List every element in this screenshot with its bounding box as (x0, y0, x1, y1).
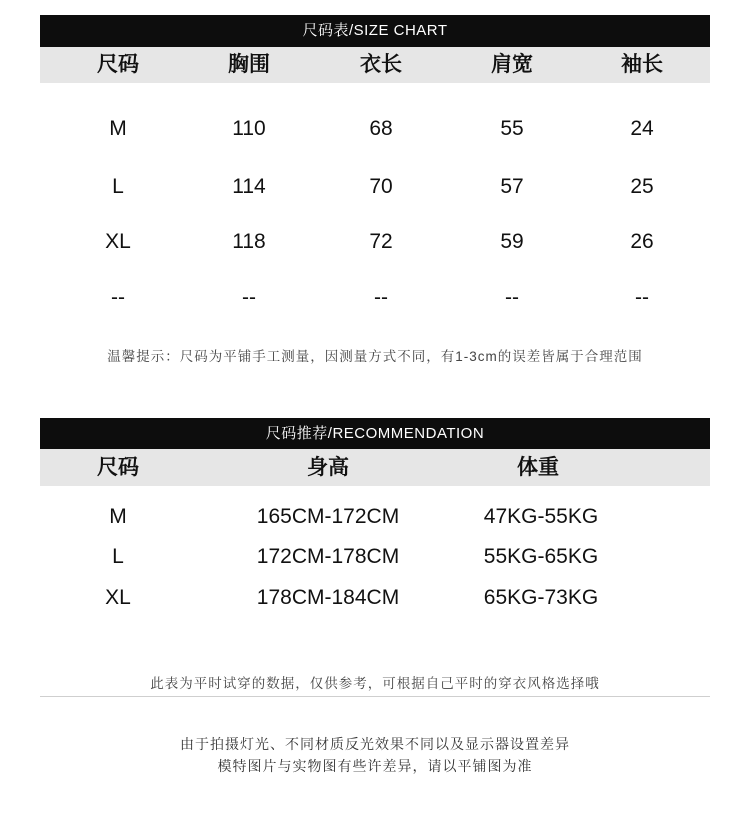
header-height: 身高 (307, 456, 349, 479)
header-length: 衣长 (360, 53, 402, 76)
cell: M (109, 505, 127, 528)
table-row (40, 114, 710, 144)
cell: 55KG-65KG (483, 545, 599, 568)
cell: 25 (630, 175, 654, 198)
cell: 55 (500, 117, 524, 140)
header-weight: 体重 (517, 456, 559, 479)
cell: XL (105, 230, 131, 253)
cell: -- (374, 286, 388, 309)
cell: -- (111, 286, 125, 309)
cell: 70 (369, 175, 393, 198)
cell: L (112, 545, 124, 568)
header-sleeve: 袖长 (621, 53, 663, 76)
cell: 110 (232, 117, 266, 140)
header-size: 尺码 (97, 53, 139, 76)
cell: 26 (630, 230, 654, 253)
cell: 114 (232, 175, 266, 198)
cell: 24 (630, 117, 654, 140)
recommendation-title: 尺码推荐/RECOMMENDATION (265, 425, 485, 442)
cell: 118 (232, 230, 266, 253)
cell: 57 (500, 175, 524, 198)
cell: 165CM-172CM (256, 505, 400, 528)
cell: 65KG-73KG (483, 586, 599, 609)
recommendation-title-bar (40, 418, 710, 449)
recommendation-header (40, 449, 710, 486)
size-chart-title-bar (40, 15, 710, 47)
cell: -- (242, 286, 256, 309)
cell: M (109, 117, 127, 140)
cell: 59 (500, 230, 524, 253)
table-row (40, 172, 710, 202)
table-row (40, 542, 710, 572)
table-row (40, 227, 710, 257)
size-chart-header (40, 47, 710, 83)
size-chart-note: 温馨提示：尺码为平铺手工测量，因测量方式不同，有1-3cm的误差皆属于合理范围 (107, 349, 643, 364)
cell: -- (505, 286, 519, 309)
footer-line-2: 模特图片与实物图有些许差异，请以平铺图为准 (217, 758, 533, 774)
header-size: 尺码 (97, 456, 139, 479)
cell: 47KG-55KG (483, 505, 599, 528)
table-row (40, 502, 710, 532)
cell: L (112, 175, 124, 198)
cell: XL (105, 586, 131, 609)
header-shoulder: 肩宽 (491, 53, 533, 76)
cell: 178CM-184CM (256, 586, 400, 609)
cell: 72 (369, 230, 393, 253)
header-chest: 胸围 (228, 53, 270, 76)
table-row (40, 283, 710, 313)
table-row (40, 583, 710, 613)
footer-line-1: 由于拍摄灯光、不同材质反光效果不同以及显示器设置差异 (180, 736, 570, 752)
cell: -- (635, 286, 649, 309)
recommendation-note: 此表为平时试穿的数据，仅供参考，可根据自己平时的穿衣风格选择哦 (150, 676, 600, 691)
size-chart-title: 尺码表/SIZE CHART (302, 22, 448, 39)
divider (40, 696, 710, 697)
cell: 68 (369, 117, 393, 140)
cell: 172CM-178CM (256, 545, 400, 568)
